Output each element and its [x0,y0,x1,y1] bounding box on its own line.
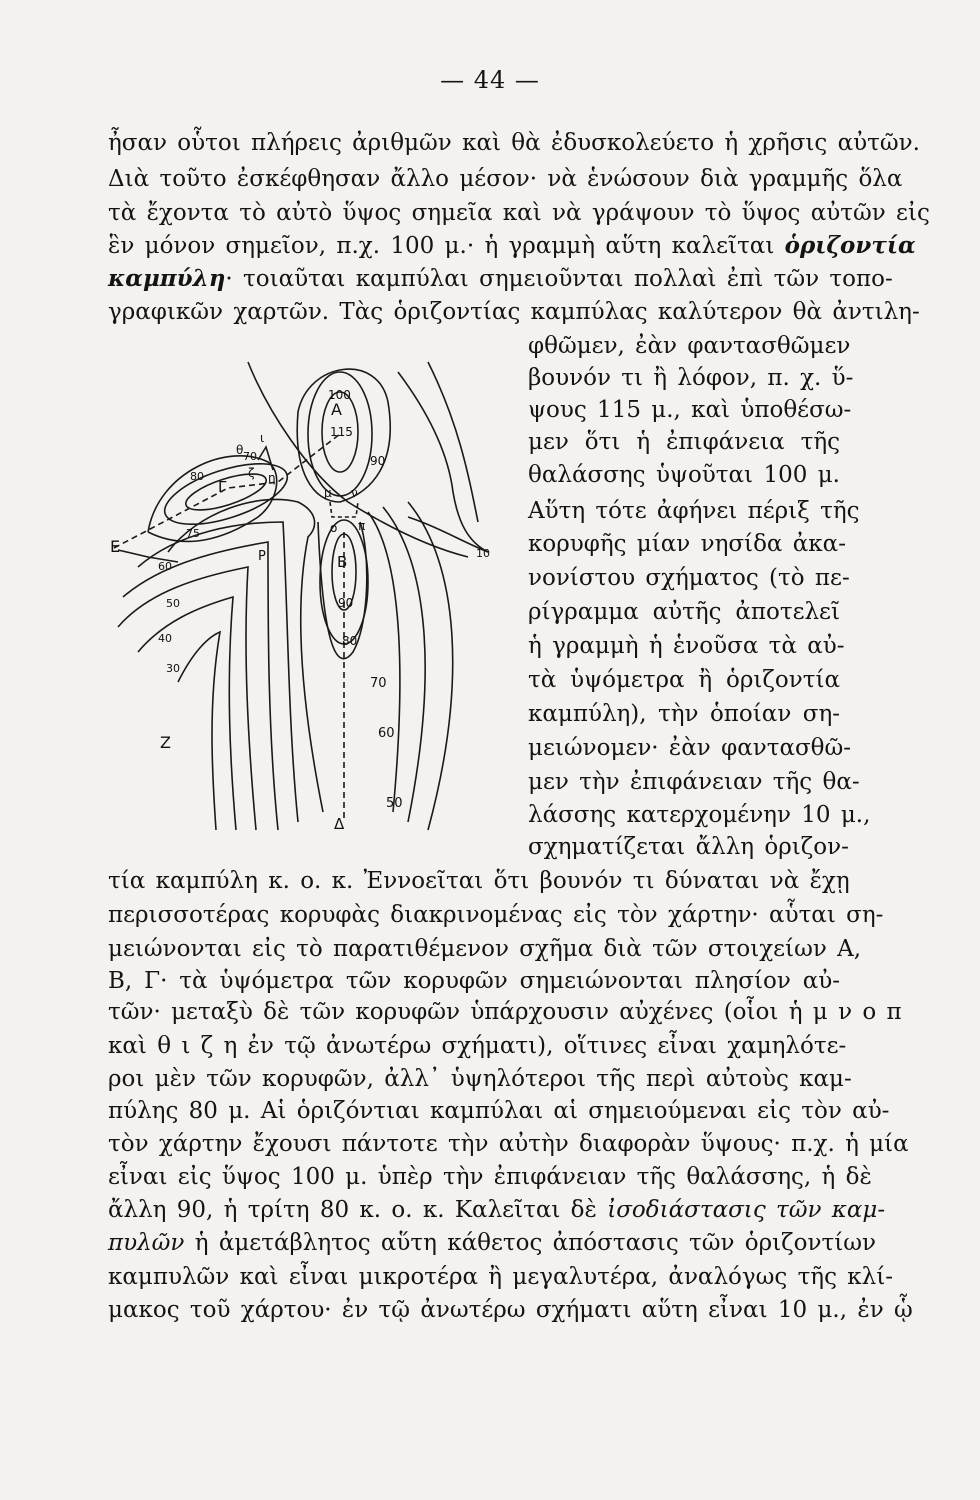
text-line [108,1228,876,1258]
side-text-line: λάσσης κατερχομένην 10 μ., [528,802,871,828]
label-R: Ρ [258,549,266,564]
text-line: μακος τοῦ χάρτου· ἐν τῷ ἀνωτέρω σχήματι αὕτη εἶναι 10 μ., ἐν ᾧ [108,1297,913,1323]
side-text-line: Αὕτη τότε ἀφήνει πέριξ τῆς [528,498,860,524]
label-nu: ν [351,486,358,500]
text-line: ἦσαν οὗτοι πλήρεις ἀριθμῶν καὶ θὰ ἐδυσκολεύετο ἡ χρῆσις αὐτῶν. [108,130,920,156]
side-text-line: τὰ ὑψόμετρα ἢ ὁριζοντία [528,667,840,693]
label-Z: Ζ [160,733,171,752]
side-text-line: θαλάσσης ὑψοῦται 100 μ. [528,462,840,488]
label-iota: ι [260,431,265,445]
side-text-line: κορυφῆς μίαν νησίδα ἀκα- [528,531,846,557]
text-span: ἄλλη 90, ἡ τρίτη 80 κ. ο. κ. Καλεῖται δὲ [108,1197,608,1223]
label-l75: 75 [186,527,200,540]
label-c50: 50 [386,796,403,811]
label-c80: 80 [342,634,358,648]
label-B: Β [337,553,348,571]
text-line [108,1195,886,1225]
contour-map-figure [108,352,518,832]
label-G: Γ [218,478,227,496]
side-text-line: βουνόν τι ἢ λόφον, π. χ. ὕ- [528,365,854,391]
side-text-line: μεν ὅτι ἡ ἐπιφάνεια τῆς [528,429,840,455]
side-text-line: ρίγραμμα αὐτῆς ἀποτελεῖ [528,599,840,625]
side-text-line: νονίστου σχήματος (τὸ πε- [528,565,850,591]
text-line [108,231,916,261]
label-c90a: 90 [370,454,386,468]
label-l50: 50 [166,597,180,610]
label-l60: 60 [158,560,172,573]
side-text-line: καμπύλη), τὴν ὁποίαν ση- [528,701,840,727]
text-line [108,264,893,294]
side-text-line: ἡ γραμμὴ ἡ ἑνοῦσα τὰ αὐ- [528,633,845,659]
text-span: · τοιαῦται καμπύλαι σημειοῦνται πολλαὶ ἐπὶ τῶν τοπο- [225,266,893,292]
side-text-line: μεν τὴν ἐπιφάνειαν τῆς θα- [528,769,860,795]
contour-map-labels [108,352,518,832]
term-horizontal: ὁριζοντία [784,232,916,259]
side-text-line: μειώνομεν· ἐὰν φαντασθῶ- [528,735,852,761]
label-c100: 100 [328,388,351,402]
label-zeta: ζ [248,466,255,480]
label-l80: 80 [190,470,204,483]
label-E: Ε [110,537,121,556]
text-line: γραφικῶν χαρτῶν. Τὰς ὁριζοντίας καμπύλας καλύτερον θὰ ἀντιλη- [108,299,920,325]
label-c70: 70 [370,676,387,691]
text-line: Β, Γ· τὰ ὑψόμετρα τῶν κορυφῶν σημειώνονται πλησίον αὐ- [108,968,840,994]
label-D: Δ [334,815,345,832]
text-line: τία καμπύλη κ. ο. κ. Ἐννοεῖται ὅτι βουνόν τι δύναται νὰ ἔχῃ [108,868,850,894]
text-line: πύλης 80 μ. Αἱ ὁριζόντιαι καμπύλαι αἱ σημειούμεναι εἰς τὸν αὐ- [108,1098,890,1124]
label-l30: 30 [166,662,180,675]
text-line: εἶναι εἰς ὕψος 100 μ. ὑπὲρ τὴν ἐπιφάνειαν τῆς θαλάσσης, ἡ δὲ [108,1164,872,1190]
text-line: καμπυλῶν καὶ εἶναι μικροτέρα ἢ μεγαλυτέρα, ἀναλόγως τῆς κλί- [108,1264,894,1290]
side-text-line: ψους 115 μ., καὶ ὑποθέσω- [528,397,852,423]
label-mu: μ [324,486,332,500]
text-line: καὶ θ ι ζ η ἐν τῷ ἀνωτέρω σχήματι), οἵτινες εἶναι χαμηλότε- [108,1033,847,1059]
label-l40: 40 [158,632,172,645]
term-equidistance-cont: πυλῶν [108,1230,185,1256]
label-l10: 10 [476,547,490,560]
text-line: περισσοτέρας κορυφὰς διακρινομένας εἰς τὸν χάρτην· αὗται ση- [108,902,884,928]
page-number: — 44 — [440,66,540,94]
text-line: τῶν· μεταξὺ δὲ τῶν κορυφῶν ὑπάρχουσιν αὐχένες (οἷοι ἡ μ ν ο π [108,999,902,1025]
label-eta: η [268,471,276,485]
term-equidistance: ἰσοδιάστασις τῶν καμ- [607,1197,886,1223]
label-theta: θ [236,443,244,457]
text-span: ἡ ἀμετάβλητος αὕτη κάθετος ἀπόστασις τῶν ὁριζοντίων [184,1230,876,1256]
label-omicron: ο [330,521,338,535]
label-c90b: 90 [338,596,354,610]
text-line: τὰ ἔχοντα τὸ αὐτὸ ὕψος σημεῖα καὶ νὰ γράψουν τὸ ὕψος αὐτῶν εἰς [108,200,930,226]
label-c60: 60 [378,726,395,741]
text-line: ροι μὲν τῶν κορυφῶν, ἀλλ᾽ ὑψηλότεροι τῆς περὶ αὐτοὺς καμ- [108,1066,852,1092]
label-elev-A: 115 [330,425,353,439]
text-span: ἓν μόνον σημεῖον, π.χ. 100 μ.· ἡ γραμμὴ αὕτη καλεῖται [108,233,785,259]
text-line: Διὰ τοῦτο ἐσκέφθησαν ἄλλο μέσον· νὰ ἑνώσουν διὰ γραμμῆς ὅλα [108,166,903,192]
label-l70: 70 [243,450,257,463]
text-line: μειώνονται εἰς τὸ παρατιθέμενον σχῆμα διὰ τῶν στοιχείων Α, [108,936,862,962]
side-text-line: φθῶμεν, ἐὰν φαντασθῶμεν [528,333,851,359]
label-pi: π [358,519,366,533]
text-line: τὸν χάρτην ἔχουσι πάντοτε τὴν αὐτὴν διαφορὰν ὕψους· π.χ. ἡ μία [108,1131,909,1157]
term-curve: καμπύλη [108,265,226,292]
side-text-line: σχηματίζεται ἄλλη ὁριζον- [528,834,849,860]
label-A: Α [331,400,342,419]
